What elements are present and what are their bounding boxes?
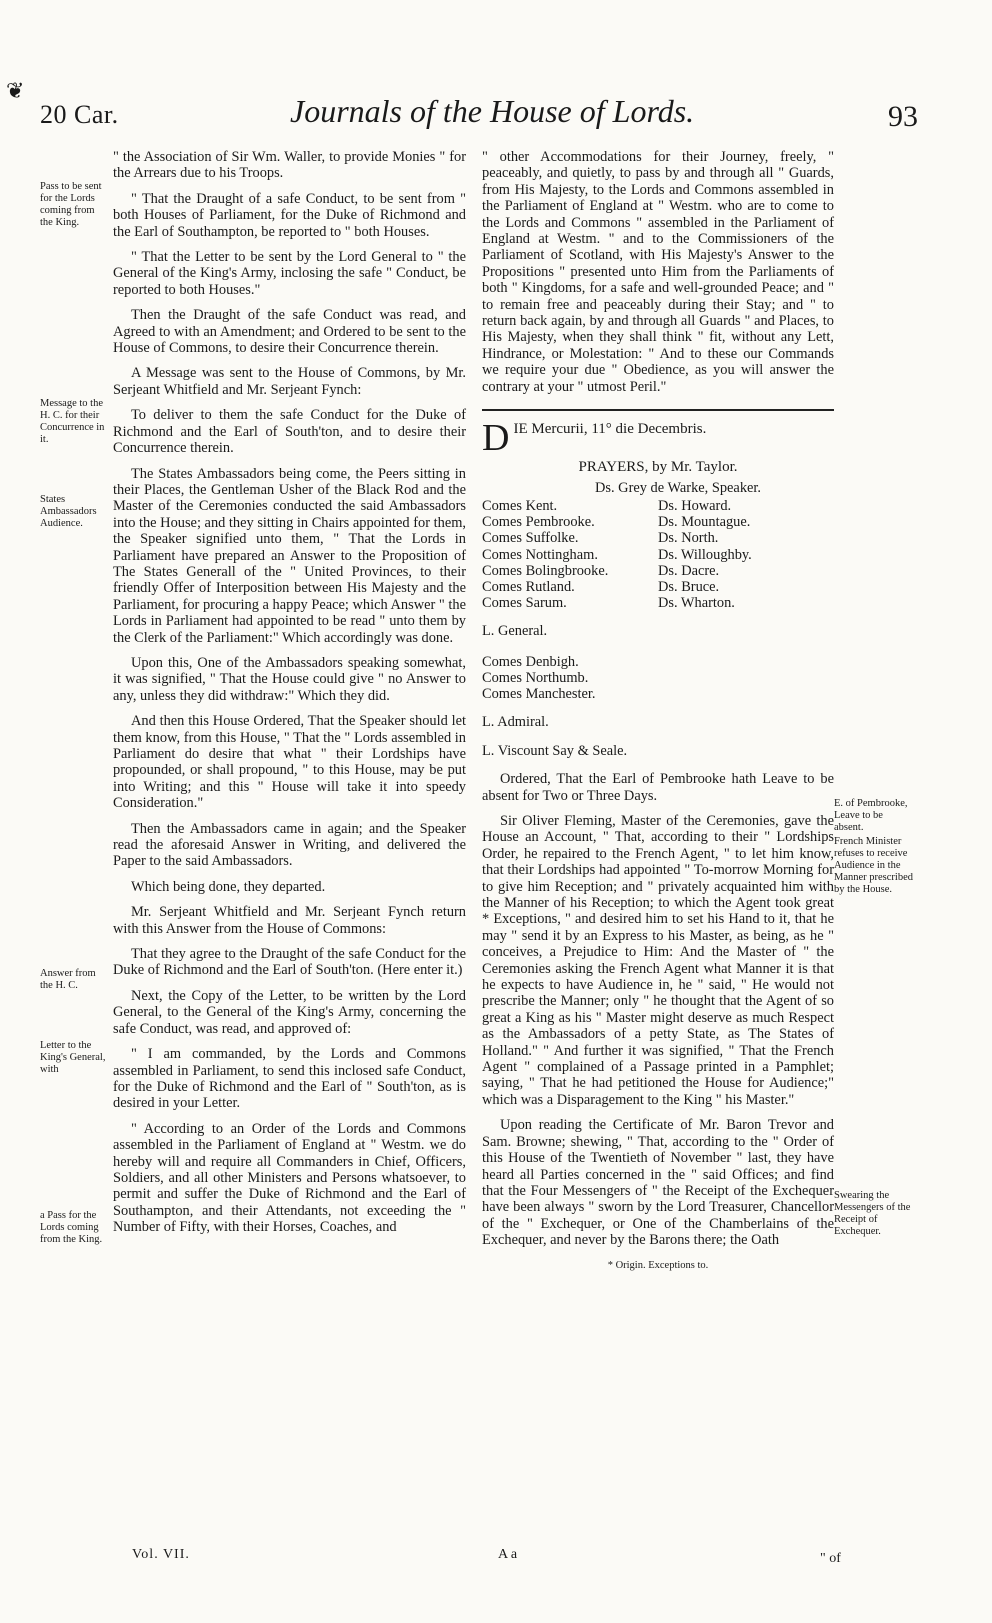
paragraph: Mr. Serjeant Whitfield and Mr. Serjeant Fynch return with this Answer from the House of Commons: — [113, 904, 466, 937]
list-item: Ds. Willoughby. — [658, 546, 752, 563]
sitting-date — [482, 417, 834, 460]
margin-note: Message to the H. C. for their Concurrence in it. — [40, 398, 105, 445]
speaker-line: Ds. Grey de Warke, Speaker. — [594, 479, 761, 496]
paragraph: " According to an Order of the Lords and Commons assembled in the Parliament of England at " Westm. we do hereby will and require all Commanders in Chief, Officers, Soldiers, and all other Ministers and Persons whatsoever, to permit and suffer the Duke of Richmond and the Earl of Southampton, and their Attendants, not exceeding the " Number of Fifty, with their Horses, Coaches, and — [113, 1120, 466, 1236]
margin-note: Answer from the H. C. — [40, 968, 96, 991]
paragraph: " the Association of Sir Wm. Waller, to provide Monies " for the Arrears due to his Troops. — [113, 149, 466, 182]
margin-note: a Pass for the Lords coming from the King. — [40, 1210, 103, 1245]
margin-note: E. of Pembrooke, Leave to be absent. — [834, 798, 908, 833]
paragraph: Upon reading the Certificate of Mr. Baron Trevor and Sam. Browne; shewing, " That, according to the " Order of this House of the Twentieth of November " last, they have heard all Parties concerned in the " said Offices; and find that the Four Messengers of " the Receipt of the Exchequer have been always " sworn by the Lord Treasurer, Chancellor of the " Exchequer, or One of the Chamberlains of the Exchequer, and never by the Barons there; the Oath — [482, 1117, 834, 1249]
footnote: * Origin. Exceptions to. — [607, 1259, 709, 1271]
margin-note: Pass to be sent for the Lords coming from the King. — [40, 181, 102, 228]
volume-marker: Vol. VII. — [132, 1547, 190, 1562]
reign-header: 20 Car. — [40, 100, 119, 129]
list-item: Ds. Howard. — [658, 497, 732, 514]
margin-note: French Minister refuses to receive Audience in the Manner prescribed by the House. — [834, 836, 914, 895]
paragraph: Then the Ambassadors came in again; and the Speaker read the aforesaid Answer in Writing, and delivered the Paper to the said Ambassadors. — [113, 820, 466, 870]
list-item: Comes Northumb. — [482, 669, 589, 686]
page-number: 93 — [888, 100, 918, 133]
list-item: Comes Bolingbrooke. — [482, 562, 609, 579]
admiral-line: L. Admiral. — [482, 714, 549, 731]
paragraph: " I am commanded, by the Lords and Commons assembled in Parliament, to send this inclosed safe Conduct, for the Duke of Richmond and the Earl of " South'ton, as is desired in your Letter. — [113, 1046, 466, 1112]
list-item: Comes Manchester. — [482, 686, 596, 703]
list-item: Comes Rutland. — [482, 578, 575, 595]
list-item: Ds. Wharton. — [658, 595, 735, 612]
paragraph: Then the Draught of the safe Conduct was read, and Agreed to with an Amendment; and Ordered to be sent to the House of Commons, to desire their Concurrence therein. — [113, 307, 466, 357]
ornament-icon: ❦ — [6, 78, 25, 103]
paragraph: Ordered, That the Earl of Pembrooke hath Leave to be absent for Two or Three Days. — [482, 771, 834, 804]
paragraph: Which being done, they departed. — [131, 878, 326, 895]
paragraph: And then this House Ordered, That the Speaker should let them know, from this House, " That the " Lords assembled in Parliament do desire that what " their Lordships have propounded, or shall propound, " to this House, may be put into Writing; and this " House will take it into speedy Consideration." — [113, 713, 466, 812]
sitting-date-text: IE Mercurii, 11° die Decembris. — [513, 421, 707, 438]
paragraph: A Message was sent to the House of Commons, by Mr. Serjeant Whitfield and Mr. Serjeant Fynch: — [113, 365, 466, 398]
drop-cap: D — [482, 417, 510, 460]
domini-list — [658, 498, 752, 611]
margin-note: Swearing the Messengers of the Receipt of Exchequer. — [834, 1190, 911, 1237]
paragraph: Sir Oliver Fleming, Master of the Ceremonies, gave the House an Account, " That, according to their " Lordships Order, he repaired to the French Agent, " to let him know, that their Lordships had appointed " To-morrow Morning for to give him Reception; and " privately acquainted him with the Manner of his Reception; to which the Agent took great * Exceptions, " and desired him to set his Hand to it, that he may " send it by an Express to his Master, as being, as he " conceives, a Prejudice to Him: And the Master of " the Ceremonies asking the French Agent what Manner it is that he expects to have Audience in, he " said, " He would not prescribe the Manner; only " he thought that the Agent of so great a King as his " Master might deserve as much Respect as the Ambassadors of a petty State, as The States of Holland." " And further it was signified, " That the French Agent " complained of a Passage printed in a Pamphlet; saying, " That he had petitioned the House for Audience;" which was a Disparagement to the King " his Master." — [482, 812, 834, 1108]
paragraph: " That the Draught of a safe Conduct, to be sent from " both Houses of Parliament, for the Duke of Richmond and the Earl of Southampton, be reported to " both Houses. — [113, 190, 466, 240]
signature-mark: A a — [498, 1547, 518, 1562]
catchword: " of — [820, 1551, 841, 1566]
list-item: Comes Denbigh. — [482, 653, 579, 670]
general-group — [482, 654, 834, 703]
paragraph: That they agree to the Draught of the safe Conduct for the Duke of Richmond and the Earl of South'ton. (Here enter it.) — [113, 946, 466, 979]
paragraph: " That the Letter to be sent by the Lord General to " the General of the King's Army, inclosing the safe " Conduct, be reported to both Houses." — [113, 249, 466, 298]
paragraph: Next, the Copy of the Letter, to be written by the Lord General, to the General of the King's Army, concerning the safe Conduct, was read, and approved of: — [113, 987, 466, 1037]
list-item: Comes Kent. — [482, 497, 558, 514]
attendance-list — [482, 498, 834, 611]
comites-list — [482, 498, 658, 611]
list-item: Ds. Mountague. — [658, 514, 751, 531]
paragraph: " other Accommodations for their Journey, freely, " peaceably, and quietly, to pass by and through all " Guards, from His Majesty, to the Lords and Commons assembled in the Parliament of England at " Westm. who are to come to the Lords and Commons " assembled in the Parliament of England at Westm. " and to the Commissioners of the Parliament of Scotland, with His Majesty's Answer to the Propositions " presented unto Him from the Parliaments of both " Kingdoms, for a safe and well-grounded Peace; and " to remain free and peaceably during their Stay; and " to return back again, by and through all Guards " and Places, to His Majesty, when they shall think " fit, without any Lett, Hindrance, or Molestation: " And to these our Commands we require your due " Obedience, as you will answer the contrary at your " utmost Peril." — [482, 149, 834, 395]
section-divider — [482, 409, 834, 411]
paragraph: The States Ambassadors being come, the Peers sitting in their Places, the Gentleman Usher of the Black Rod and the Master of the Ceremonies conducted the said Ambassadors into the House; and they sitting in Chairs appointed for them, the Speaker signified unto them, " That the Lords in Parliament have prepared an Answer to the Proposition of The States Generall of the " United Provinces, to their friendly Offer of Interposition between His Majesty and the Parliament, for procuring a happy Peace; which Answer " the Lords in Parliament had appointed to be read " unto them by the Clerk of the Parliament:" Which accordingly was done. — [113, 465, 466, 646]
left-column — [113, 149, 466, 1245]
list-item: Comes Sarum. — [482, 595, 567, 612]
list-item: Comes Nottingham. — [482, 546, 598, 563]
paragraph: To deliver to them the safe Conduct for the Duke of Richmond and the Earl of South'ton, and to desire their Concurrence therein. — [113, 407, 466, 457]
general-line: L. General. — [482, 623, 548, 640]
paragraph: Upon this, One of the Ambassadors speaking somewhat, it was signified, " That the House could give " no Answer to any, unless they did withdraw:" Which they did. — [113, 654, 466, 704]
margin-note: Letter to the King's General, with — [40, 1040, 106, 1075]
list-item: Comes Suffolke. — [482, 530, 579, 547]
right-column — [482, 149, 834, 1274]
list-item: Ds. Dacre. — [658, 562, 720, 579]
prayers-line: PRAYERS, by Mr. Taylor. — [578, 459, 738, 476]
list-item: Ds. North. — [658, 530, 719, 547]
viscount-line: L. Viscount Say & Seale. — [482, 742, 628, 759]
list-item: Ds. Bruce. — [658, 578, 720, 595]
list-item: Comes Pembrooke. — [482, 514, 595, 531]
page-title: Journals of the House of Lords. — [290, 93, 695, 129]
margin-note: States Ambassadors Audience. — [40, 494, 97, 529]
